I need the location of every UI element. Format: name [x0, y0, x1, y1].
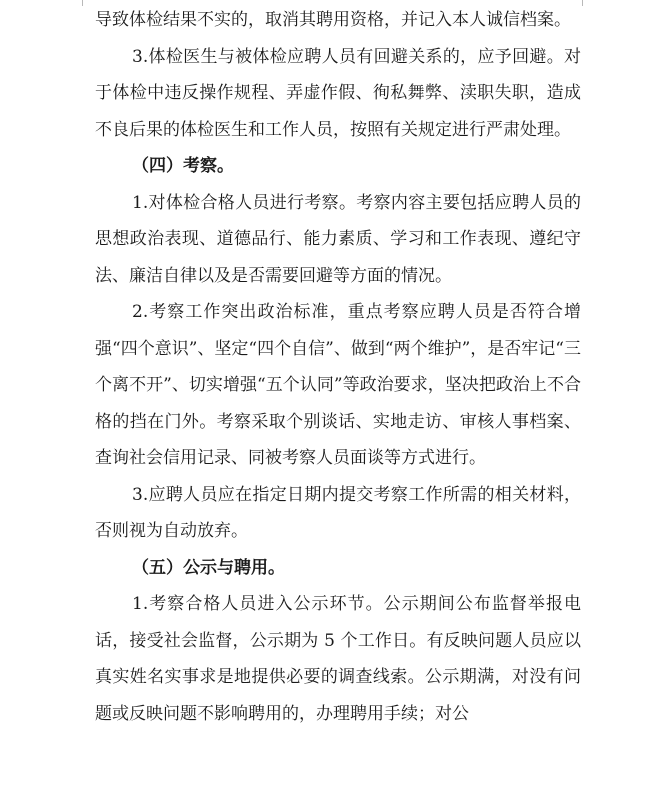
document-body [95, 2, 581, 732]
paragraph-publicity: 1.考察合格人员进入公示环节。公示期间公布监督举报电话，接受社会监督，公示期为 5 个工作日。有反映问题人员应以真实姓名实事求是地提供必要的调查线索。公示期满，对没有问题或反映问题不影响聘用的，办理聘用手续；对公 [95, 594, 581, 724]
paragraph-investigation-materials: 3.应聘人员应在指定日期内提交考察工作所需的相关材料，否则视为自动放弃。 [95, 484, 581, 541]
page-corner-mark-left [82, 0, 93, 6]
paragraph-continuation: 导致体检结果不实的，取消其聘用资格，并记入本人诚信档案。 [95, 10, 571, 30]
paragraph-physical-exam-avoidance: 3.体检医生与被体检应聘人员有回避关系的，应予回避。对于体检中违反操作规程、弄虚作假、徇私舞弊、渎职失职，造成不良后果的体检医生和工作人员，按照有关规定进行严肃处理。 [95, 46, 581, 140]
section-heading-publicity-employment: （五）公示与聘用。 [132, 557, 285, 578]
section-heading-investigation: （四）考察。 [132, 156, 234, 176]
paragraph-investigation-content: 1.对体检合格人员进行考察。考察内容主要包括应聘人员的思想政治表现、道德品行、能力素质、学习和工作表现、遵纪守法、廉洁自律以及是否需要回避等方面的情况。 [95, 192, 581, 286]
paragraph-investigation-political-standard: 2.考察工作突出政治标准，重点考察应聘人员是否符合增强“四个意识”、坚定“四个自信”、做到“两个维护”，是否牢记“三个离不开”、切实增强“五个认同”等政治要求，坚决把政治上不合格的挡在门外。考察采取个别谈话、实地走访、审核人事档案、查询社会信用记录、同被考察人员面谈等方式进行。 [95, 302, 581, 468]
